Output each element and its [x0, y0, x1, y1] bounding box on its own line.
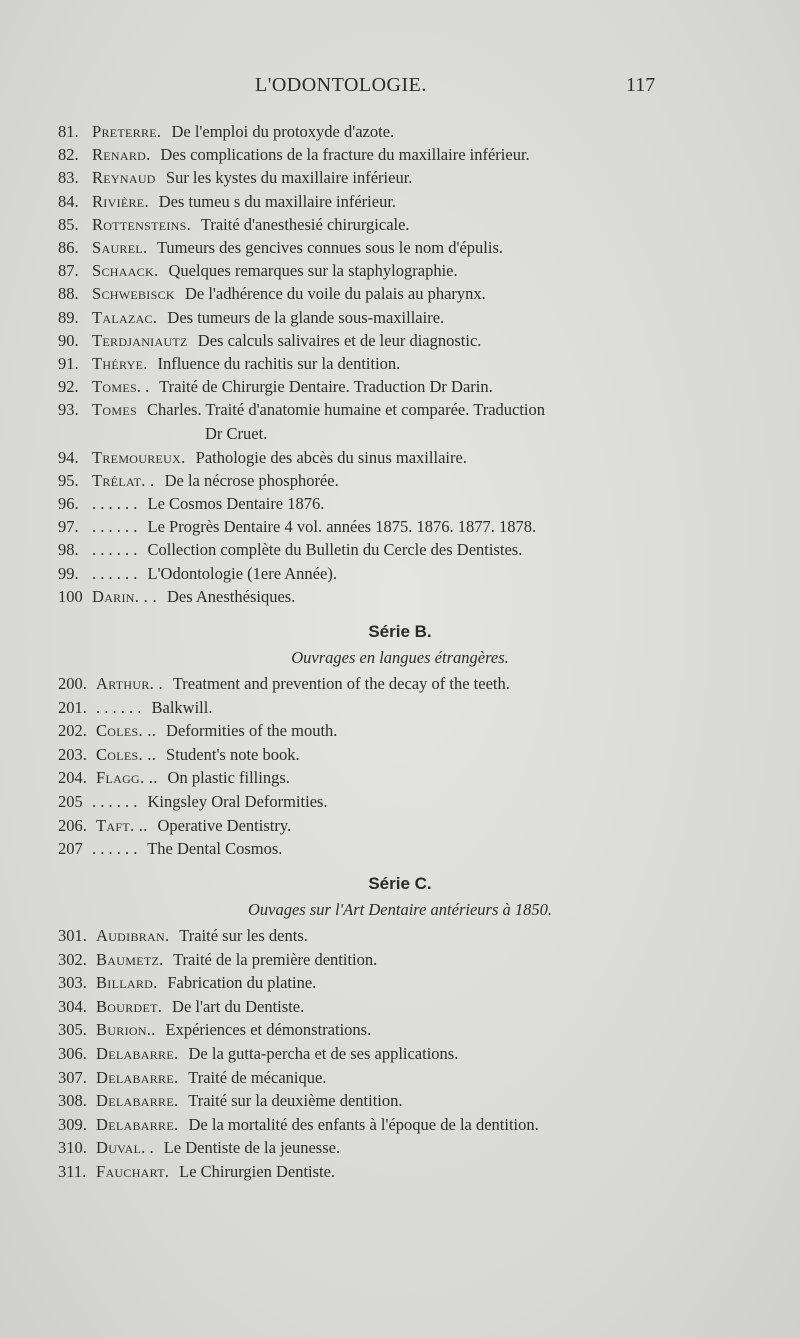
- entry-author: Renard: [92, 145, 147, 165]
- bibliography-entry: [58, 282, 486, 306]
- entry-author: Coles. .: [96, 744, 152, 764]
- entry-number: 309.: [58, 1114, 87, 1134]
- bibliography-entry: [58, 837, 282, 861]
- entry-title: Charles. Traité d'anatomie humaine et comparée. Traduction: [147, 400, 546, 420]
- entry-author: Billard: [96, 973, 154, 993]
- entry-title: Des Anesthésiques.: [167, 586, 296, 606]
- bibliography-entry: [58, 120, 394, 144]
- entry-leader: .: [151, 1020, 156, 1040]
- series-b-heading: Série B.: [368, 622, 432, 641]
- running-title: L'ODONTOLOGIE.: [255, 74, 427, 96]
- bibliography-entry: [58, 1136, 340, 1160]
- page-header: [0, 74, 800, 104]
- bibliography-entry: [58, 352, 400, 376]
- entry-author: Delabarre.: [96, 1091, 179, 1111]
- entry-title: Traité d'anesthesié chirurgicale.: [200, 214, 410, 234]
- entry-author: Tomes: [92, 400, 137, 420]
- bibliography-entry: [58, 814, 291, 838]
- entry-author: Coles. .: [96, 721, 152, 741]
- bibliography-entry: [58, 259, 458, 283]
- entry-number: 311.: [58, 1162, 87, 1181]
- entry-title: Balkwill.: [151, 697, 213, 717]
- entry-title: Des calculs salivaires et de leur diagnostic.: [197, 330, 482, 350]
- entry-author: Tomes: [92, 377, 137, 397]
- entry-number: 89.: [58, 307, 79, 327]
- entry-title: Le Dentiste de la jeunesse.: [163, 1138, 341, 1158]
- bibliography-entry: [58, 995, 304, 1019]
- entry-title: L'Odontologie (1ere Année).: [147, 563, 337, 583]
- entry-title: Le Cosmos Dentaire 1876.: [147, 494, 325, 513]
- entry-number: 93.: [58, 400, 79, 420]
- bibliography-entry: [58, 143, 530, 167]
- bibliography-entry: [58, 766, 290, 790]
- entry-author: Schwebisck: [92, 284, 175, 304]
- bibliography-entry: [58, 948, 377, 972]
- entry-title: Traité de Chirurgie Dentaire. Traduction Dr Darin.: [159, 377, 493, 397]
- bibliography-entry: [58, 375, 493, 399]
- entry-leader: . . . . . .: [92, 792, 138, 811]
- entry-number: 308.: [58, 1091, 87, 1111]
- bibliography-entry: [58, 190, 396, 214]
- bibliography-entry: [58, 696, 212, 720]
- entry-leader: .: [144, 191, 149, 211]
- entry-leader: . . . . . .: [92, 563, 138, 583]
- entry-number: 204.: [58, 768, 87, 788]
- entry-title: Des complications de la fracture du maxillaire inférieur.: [160, 145, 530, 165]
- entry-number: 87.: [58, 261, 79, 281]
- entry-title: Treatment and prevention of the decay of the teeth.: [172, 674, 510, 693]
- entry-number: 306.: [58, 1044, 87, 1063]
- entry-leader: .: [157, 996, 162, 1016]
- bibliography-entry: [58, 1089, 403, 1113]
- entry-number: 90.: [58, 330, 79, 350]
- entry-number: 84.: [58, 191, 79, 211]
- entry-leader: .: [146, 145, 151, 165]
- entry-title: Traité de la première dentition.: [173, 949, 378, 969]
- entry-author: Fauchart: [96, 1162, 165, 1181]
- bibliography-entry: [58, 1160, 335, 1184]
- entry-author: Reynaud: [92, 168, 156, 188]
- bibliography-entry: [58, 398, 545, 422]
- entry-author: Delabarre.: [96, 1044, 179, 1063]
- entry-title: Kingsley Oral Deformities.: [147, 792, 328, 811]
- entry-leader: . .: [141, 1138, 154, 1158]
- entry-author: Bourdet: [96, 996, 158, 1016]
- entry-number: 304.: [58, 996, 87, 1016]
- entry-author: Darin. . .: [92, 586, 157, 606]
- entry-title: Le Chirurgien Dentiste.: [179, 1162, 336, 1181]
- entry-title: Le Progrès Dentaire 4 vol. années 1875. 1876. 1877. 1878.: [147, 517, 537, 537]
- entry-title: Traité sur la deuxième dentition.: [188, 1091, 403, 1111]
- bibliography-entry: [58, 515, 536, 539]
- entry-leader: . . . . . .: [92, 494, 138, 513]
- bibliography-entry: [58, 538, 522, 562]
- bibliography-entry: [58, 743, 300, 767]
- entry-title: Fabrication du platine.: [167, 973, 317, 993]
- entry-title: Operative Dentistry.: [157, 815, 292, 835]
- bibliography-entry: [58, 585, 295, 609]
- entry-leader: . . . . . .: [96, 697, 142, 717]
- entry-title: De l'art du Dentiste.: [172, 996, 305, 1016]
- entry-author: Talazac.: [92, 307, 158, 327]
- entry-number: 88.: [58, 284, 79, 304]
- bibliography-entry: [58, 329, 481, 353]
- entry-number: 81.: [58, 122, 79, 141]
- bibliography-entry: [58, 1113, 539, 1137]
- entry-title: Tumeurs des gencives connues sous le nom d'épulis.: [156, 238, 504, 257]
- entry-leader: . .: [136, 377, 150, 397]
- bibliography-entry: [58, 492, 324, 516]
- entry-number: 92.: [58, 377, 79, 397]
- bibliography-entry: [58, 166, 412, 190]
- entry-author: Audibran.: [96, 926, 170, 945]
- entry-author: Terdjaniautz: [92, 330, 188, 350]
- bibliography-entry: [58, 446, 467, 470]
- entry-number: 206.: [58, 815, 87, 835]
- entry-number: 301.: [58, 926, 87, 945]
- entry-title: Deformities of the mouth.: [166, 721, 338, 741]
- entry-author: Tremoureux.: [92, 447, 186, 467]
- entry-title: Influence du rachitis sur la dentition.: [157, 354, 401, 373]
- entry-leader: .: [142, 238, 148, 257]
- entry-number: 302.: [58, 949, 87, 969]
- bibliography-entry: [58, 236, 503, 260]
- entry-leader: .: [153, 973, 158, 993]
- entry-title: De la nécrose phosphorée.: [164, 470, 339, 490]
- entry-title: De l'adhérence du voile du palais au pharynx.: [184, 284, 486, 304]
- bibliography-entry: [58, 562, 337, 586]
- entry-number: 203.: [58, 744, 87, 764]
- entry-number: 100: [58, 586, 83, 606]
- entry-title: The Dental Cosmos.: [147, 839, 283, 859]
- entry-number: 96.: [58, 494, 79, 513]
- entry-leader: . . . . . .: [92, 540, 138, 560]
- series-b-subheading: Ouvrages en langues étrangères.: [291, 648, 509, 667]
- entry-title: Sur les kystes du maxillaire inférieur.: [165, 168, 413, 188]
- entry-number: 98.: [58, 540, 79, 560]
- entry-author: Thérye: [92, 354, 144, 373]
- entry-title: De l'emploi du protoxyde d'azote.: [171, 122, 395, 141]
- entry-number: 303.: [58, 973, 87, 993]
- bibliography-entry: [58, 719, 337, 743]
- entry-leader: . . . . . .: [92, 517, 138, 537]
- entry-title: Des tumeu s du maxillaire inférieur.: [158, 191, 397, 211]
- entry-number: 205: [58, 792, 83, 811]
- entry-number: 202.: [58, 721, 87, 741]
- entry-title: On plastic fillings.: [167, 768, 290, 788]
- entry-author: Rivière: [92, 191, 145, 211]
- entry-leader: .: [159, 949, 164, 969]
- entry-leader: .: [143, 815, 148, 835]
- entry-author: Flagg. .: [96, 768, 154, 788]
- bibliography-entry: [58, 469, 339, 493]
- series-c-subheading: Ouvages sur l'Art Dentaire antérieurs à 1850.: [247, 900, 553, 919]
- bibliography-entry: [58, 790, 328, 814]
- entry-93-continuation: Dr Cruet.: [205, 424, 268, 443]
- entry-title: Expériences et démonstrations.: [165, 1020, 372, 1040]
- entry-number: 201.: [58, 697, 87, 717]
- bibliography-entry: [58, 1042, 458, 1066]
- entry-author: Delabarre.: [96, 1067, 179, 1087]
- entry-number: 207: [58, 839, 83, 859]
- entry-number: 310.: [58, 1138, 87, 1158]
- series-c-heading: Série C.: [368, 874, 432, 893]
- bibliography-entry: [58, 306, 444, 330]
- entry-title: De la gutta-percha et de ses applications.: [188, 1044, 459, 1063]
- page-number: 117: [626, 74, 656, 96]
- entry-author: Preterre.: [92, 122, 162, 141]
- entry-author: Baumetz: [96, 949, 160, 969]
- entry-title: Quelques remarques sur la staphylographie.: [168, 261, 458, 281]
- entry-leader: .: [151, 744, 156, 764]
- entry-number: 94.: [58, 447, 79, 467]
- bibliography-entry: [58, 924, 308, 948]
- entry-leader: .: [143, 354, 148, 373]
- bibliography-entry: [58, 1066, 326, 1090]
- entry-author: Taft. .: [96, 815, 144, 835]
- entry-title: De la mortalité des enfants à l'époque de la dentition.: [188, 1114, 539, 1134]
- entry-number: 99.: [58, 563, 79, 583]
- entry-number: 307.: [58, 1067, 87, 1087]
- entry-number: 97.: [58, 517, 79, 537]
- entry-author: Schaack.: [92, 261, 159, 281]
- entry-number: 86.: [58, 238, 79, 257]
- entry-title: Student's note book.: [166, 744, 300, 764]
- entry-title: Traité de mécanique.: [188, 1067, 327, 1087]
- entry-author: Burion.: [96, 1020, 152, 1040]
- bibliography-entry: [58, 672, 510, 696]
- entry-author: Rottensteins.: [92, 214, 192, 234]
- entry-leader: .: [164, 1162, 169, 1181]
- entry-number: 200.: [58, 674, 87, 693]
- entry-number: 83.: [58, 168, 79, 188]
- bibliography-entry: [58, 971, 316, 995]
- entry-leader: .: [151, 721, 156, 741]
- entry-author: Trélat. .: [92, 470, 155, 490]
- entry-leader: .: [153, 768, 158, 788]
- entry-author: Delabarre.: [96, 1114, 179, 1134]
- entry-number: 82.: [58, 145, 79, 165]
- bibliography-entry: [58, 1018, 371, 1042]
- entry-title: Traité sur les dents.: [179, 926, 308, 945]
- entry-title: Collection complète du Bulletin du Cercle des Dentistes.: [147, 540, 523, 560]
- entry-number: 305.: [58, 1020, 87, 1040]
- entry-leader: . . . . . .: [92, 839, 138, 859]
- entry-title: Des tumeurs de la glande sous-maxillaire.: [167, 307, 445, 327]
- entry-author: Arthur. .: [96, 674, 163, 693]
- entry-number: 95.: [58, 470, 79, 490]
- entry-author: Duval: [96, 1138, 142, 1158]
- bibliography-entry: [58, 213, 410, 237]
- entry-author: Saurel: [92, 238, 143, 257]
- entry-number: 91.: [58, 354, 79, 373]
- entry-number: 85.: [58, 214, 79, 234]
- entry-title: Pathologie des abcès du sinus maxillaire.: [195, 447, 467, 467]
